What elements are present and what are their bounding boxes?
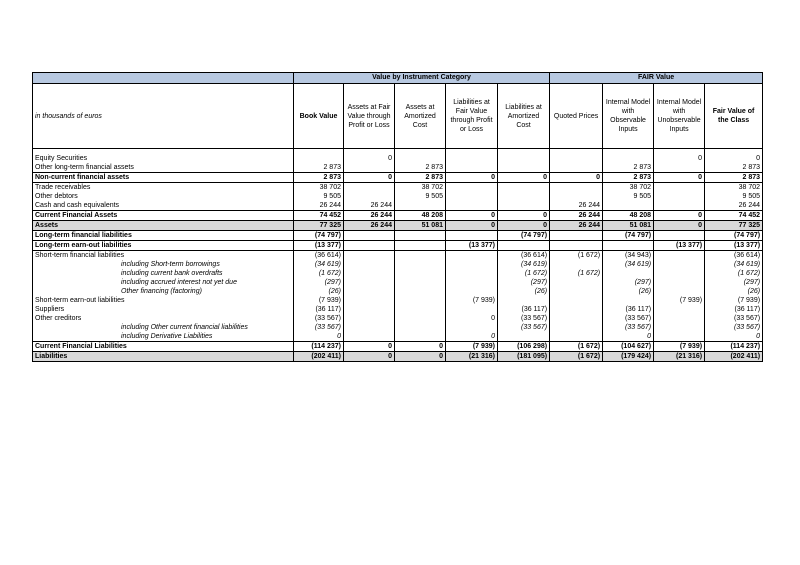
table-cell: (26) bbox=[705, 287, 763, 296]
table-cell: 9 505 bbox=[705, 192, 763, 201]
table-cell bbox=[446, 305, 498, 314]
table-cell bbox=[344, 332, 395, 342]
table-row bbox=[33, 221, 763, 231]
table-cell: 26 244 bbox=[550, 211, 603, 221]
table-cell bbox=[603, 296, 654, 305]
table-cell: 0 bbox=[654, 211, 705, 221]
table-cell bbox=[344, 183, 395, 193]
table-cell bbox=[654, 183, 705, 193]
table-cell: (1 672) bbox=[550, 352, 603, 362]
table-cell: (179 424) bbox=[603, 352, 654, 362]
table-cell: (13 377) bbox=[654, 241, 705, 251]
table-cell: (36 614) bbox=[498, 251, 550, 261]
table-cell bbox=[550, 332, 603, 342]
table-cell bbox=[603, 201, 654, 211]
table-row bbox=[33, 183, 763, 193]
row-label: Other creditors bbox=[33, 314, 294, 323]
table-cell bbox=[344, 260, 395, 269]
table-cell bbox=[654, 231, 705, 241]
table-row bbox=[33, 352, 763, 362]
table-cell: (7 939) bbox=[654, 342, 705, 352]
table-cell: (297) bbox=[294, 278, 344, 287]
table-row bbox=[33, 231, 763, 241]
table-cell: 2 873 bbox=[294, 163, 344, 173]
table-cell: 0 bbox=[395, 352, 446, 362]
table-cell bbox=[395, 305, 446, 314]
table-cell: 2 873 bbox=[294, 173, 344, 183]
table-cell bbox=[654, 305, 705, 314]
table-cell: 51 081 bbox=[603, 221, 654, 231]
table-cell: (114 237) bbox=[705, 342, 763, 352]
table-cell: (7 939) bbox=[446, 342, 498, 352]
table-cell bbox=[550, 278, 603, 287]
table-row bbox=[33, 241, 763, 251]
table-cell: 2 873 bbox=[705, 173, 763, 183]
table-cell: 74 452 bbox=[294, 211, 344, 221]
table-row bbox=[33, 260, 763, 269]
table-cell bbox=[654, 251, 705, 261]
group-header-fair-value: FAIR Value bbox=[550, 73, 763, 84]
table-cell: (1 672) bbox=[705, 269, 763, 278]
table-cell: 48 208 bbox=[395, 211, 446, 221]
table-cell: (34 619) bbox=[498, 260, 550, 269]
table-cell bbox=[344, 251, 395, 261]
row-label: Long-term earn-out liabilities bbox=[33, 241, 294, 251]
table-cell: 0 bbox=[705, 154, 763, 163]
table-cell bbox=[446, 260, 498, 269]
table-cell bbox=[654, 260, 705, 269]
row-label: including Derivative Liabilities bbox=[33, 332, 294, 342]
row-label: including Other current financial liabilities bbox=[33, 323, 294, 332]
table-cell bbox=[395, 332, 446, 342]
table-cell bbox=[395, 278, 446, 287]
column-header-liabilities-amortized: Liabilities at Amortized Cost bbox=[498, 84, 550, 149]
table-cell: 2 873 bbox=[395, 163, 446, 173]
table-cell bbox=[654, 314, 705, 323]
table-cell: (34 619) bbox=[603, 260, 654, 269]
table-cell: (26) bbox=[498, 287, 550, 296]
table-cell: (106 298) bbox=[498, 342, 550, 352]
table-cell bbox=[603, 269, 654, 278]
table-cell bbox=[344, 314, 395, 323]
table-cell: (36 117) bbox=[294, 305, 344, 314]
table-cell bbox=[395, 269, 446, 278]
table-cell bbox=[550, 192, 603, 201]
table-cell: (7 939) bbox=[654, 296, 705, 305]
table-cell bbox=[446, 231, 498, 241]
group-header-blank bbox=[33, 73, 294, 84]
row-label: Other financing (factoring) bbox=[33, 287, 294, 296]
table-cell bbox=[446, 251, 498, 261]
column-header-fair-value-class: Fair Value of the Class bbox=[705, 84, 763, 149]
table-cell: 0 bbox=[654, 221, 705, 231]
table-cell: (202 411) bbox=[705, 352, 763, 362]
column-header-assets-amortized: Assets at Amortized Cost bbox=[395, 84, 446, 149]
row-label: Other long-term financial assets bbox=[33, 163, 294, 173]
table-cell bbox=[395, 323, 446, 332]
row-label: Liabilities bbox=[33, 352, 294, 362]
table-cell: 0 bbox=[498, 211, 550, 221]
table-cell bbox=[498, 163, 550, 173]
table-cell: (33 567) bbox=[294, 323, 344, 332]
table-cell bbox=[603, 241, 654, 251]
table-cell: (13 377) bbox=[446, 241, 498, 251]
table-cell: (36 117) bbox=[705, 305, 763, 314]
table-cell bbox=[550, 154, 603, 163]
table-cell bbox=[498, 201, 550, 211]
table-cell bbox=[654, 332, 705, 342]
table-cell: 26 244 bbox=[294, 201, 344, 211]
table-cell: 0 bbox=[344, 173, 395, 183]
table-cell bbox=[603, 154, 654, 163]
table-cell: 0 bbox=[498, 221, 550, 231]
table-row bbox=[33, 154, 763, 163]
row-label: Long-term financial liabilities bbox=[33, 231, 294, 241]
table-cell: (74 797) bbox=[603, 231, 654, 241]
table-cell bbox=[498, 192, 550, 201]
table-cell: 9 505 bbox=[294, 192, 344, 201]
table-cell bbox=[446, 269, 498, 278]
table-cell: (202 411) bbox=[294, 352, 344, 362]
table-cell: (104 627) bbox=[603, 342, 654, 352]
table-cell bbox=[446, 323, 498, 332]
row-label: Other debtors bbox=[33, 192, 294, 201]
table-cell: 26 244 bbox=[344, 201, 395, 211]
table-cell: 0 bbox=[654, 173, 705, 183]
table-cell: 0 bbox=[446, 332, 498, 342]
row-label: Suppliers bbox=[33, 305, 294, 314]
table-cell bbox=[654, 201, 705, 211]
table-cell bbox=[446, 183, 498, 193]
table-cell: (33 567) bbox=[498, 314, 550, 323]
table-cell bbox=[344, 323, 395, 332]
table-cell bbox=[550, 314, 603, 323]
table-cell: 38 702 bbox=[395, 183, 446, 193]
table-cell: 0 bbox=[446, 173, 498, 183]
table-cell: (33 567) bbox=[603, 314, 654, 323]
table-cell: 26 244 bbox=[344, 221, 395, 231]
table-cell bbox=[344, 231, 395, 241]
table-cell: (1 672) bbox=[294, 269, 344, 278]
table-row bbox=[33, 278, 763, 287]
table-cell: 74 452 bbox=[705, 211, 763, 221]
table-cell: (33 567) bbox=[603, 323, 654, 332]
row-label: Short-term financial liabilities bbox=[33, 251, 294, 261]
table-row bbox=[33, 251, 763, 261]
table-cell bbox=[395, 287, 446, 296]
table-row bbox=[33, 269, 763, 278]
table-cell bbox=[550, 323, 603, 332]
table-cell: (1 672) bbox=[550, 251, 603, 261]
table-cell: (1 672) bbox=[550, 342, 603, 352]
table-cell: (114 237) bbox=[294, 342, 344, 352]
row-label: Current Financial Liabilities bbox=[33, 342, 294, 352]
table-cell: (7 939) bbox=[294, 296, 344, 305]
row-label: Trade receivables bbox=[33, 183, 294, 193]
row-label: Equity Securities bbox=[33, 154, 294, 163]
table-cell bbox=[446, 287, 498, 296]
row-label: Current Financial Assets bbox=[33, 211, 294, 221]
row-label: Short-term earn-out liabilities bbox=[33, 296, 294, 305]
table-cell bbox=[395, 260, 446, 269]
table-cell bbox=[550, 305, 603, 314]
table-cell: 9 505 bbox=[603, 192, 654, 201]
table-cell bbox=[550, 241, 603, 251]
table-cell: (36 614) bbox=[294, 251, 344, 261]
group-header-instrument-category: Value by Instrument Category bbox=[294, 73, 550, 84]
table-cell: (13 377) bbox=[705, 241, 763, 251]
table-cell bbox=[550, 287, 603, 296]
table-cell: 0 bbox=[705, 332, 763, 342]
table-row bbox=[33, 314, 763, 323]
table-cell: 26 244 bbox=[550, 201, 603, 211]
table-cell: (33 567) bbox=[294, 314, 344, 323]
row-label: Non-current financial assets bbox=[33, 173, 294, 183]
table-cell: 2 873 bbox=[603, 163, 654, 173]
table-cell: (33 567) bbox=[705, 314, 763, 323]
table-cell bbox=[395, 154, 446, 163]
table-cell bbox=[550, 296, 603, 305]
table-cell bbox=[498, 154, 550, 163]
table-cell bbox=[498, 183, 550, 193]
column-header-units: in thousands of euros bbox=[33, 84, 294, 149]
table-cell: (7 939) bbox=[705, 296, 763, 305]
table-cell: (36 117) bbox=[603, 305, 654, 314]
table-row bbox=[33, 332, 763, 342]
table-row bbox=[33, 173, 763, 183]
table-row bbox=[33, 211, 763, 221]
table-cell: 2 873 bbox=[705, 163, 763, 173]
table-cell bbox=[344, 163, 395, 173]
table-cell bbox=[550, 163, 603, 173]
table-cell: (297) bbox=[498, 278, 550, 287]
table-cell: 0 bbox=[446, 221, 498, 231]
table-cell: 0 bbox=[603, 332, 654, 342]
table-cell bbox=[395, 201, 446, 211]
table-cell: 0 bbox=[446, 314, 498, 323]
table-cell: (33 567) bbox=[498, 323, 550, 332]
table-row bbox=[33, 287, 763, 296]
column-header-assets-fvpl: Assets at Fair Value through Profit or Loss bbox=[344, 84, 395, 149]
table-cell: (181 095) bbox=[498, 352, 550, 362]
table-cell: 26 244 bbox=[705, 201, 763, 211]
row-label: including accrued interest not yet due bbox=[33, 278, 294, 287]
table-cell bbox=[446, 192, 498, 201]
table-cell bbox=[498, 332, 550, 342]
table-cell bbox=[446, 278, 498, 287]
table-cell: 0 bbox=[654, 154, 705, 163]
table-cell: (13 377) bbox=[294, 241, 344, 251]
table-cell: 48 208 bbox=[603, 211, 654, 221]
table-cell: (36 614) bbox=[705, 251, 763, 261]
table-cell: (33 567) bbox=[705, 323, 763, 332]
table-row bbox=[33, 296, 763, 305]
table-cell: (36 117) bbox=[498, 305, 550, 314]
table-cell: 77 325 bbox=[294, 221, 344, 231]
table-cell: (26) bbox=[603, 287, 654, 296]
table-row bbox=[33, 323, 763, 332]
table-cell: 2 873 bbox=[395, 173, 446, 183]
table-cell: (74 797) bbox=[294, 231, 344, 241]
table-cell: 0 bbox=[498, 173, 550, 183]
table-cell bbox=[344, 287, 395, 296]
table-cell bbox=[344, 305, 395, 314]
table-cell bbox=[395, 231, 446, 241]
row-label: Assets bbox=[33, 221, 294, 231]
table-cell bbox=[654, 192, 705, 201]
column-header-quoted-prices: Quoted Prices bbox=[550, 84, 603, 149]
table-cell bbox=[446, 201, 498, 211]
table-cell: (1 672) bbox=[550, 269, 603, 278]
table-cell: (1 672) bbox=[498, 269, 550, 278]
table-cell: (26) bbox=[294, 287, 344, 296]
table-cell: 77 325 bbox=[705, 221, 763, 231]
table-cell bbox=[550, 231, 603, 241]
table-cell bbox=[654, 287, 705, 296]
column-header-liabilities-fvpl: Liabilities at Fair Value through Profit or Loss bbox=[446, 84, 498, 149]
table-cell bbox=[446, 154, 498, 163]
table-cell bbox=[344, 296, 395, 305]
table-cell bbox=[654, 323, 705, 332]
table-cell: 26 244 bbox=[344, 211, 395, 221]
table-row bbox=[33, 342, 763, 352]
column-header-row bbox=[33, 84, 763, 149]
table-cell bbox=[446, 163, 498, 173]
table-cell: (21 316) bbox=[654, 352, 705, 362]
table-cell bbox=[395, 251, 446, 261]
column-header-unobservable-inputs: Internal Model with Unobservable Inputs bbox=[654, 84, 705, 149]
column-header-book-value: Book Value bbox=[294, 84, 344, 149]
table-cell bbox=[395, 314, 446, 323]
table-cell: (34 943) bbox=[603, 251, 654, 261]
table-row bbox=[33, 192, 763, 201]
table-cell bbox=[498, 296, 550, 305]
table-cell: 0 bbox=[550, 173, 603, 183]
table-cell bbox=[498, 241, 550, 251]
table-cell: 0 bbox=[344, 154, 395, 163]
table-cell: 38 702 bbox=[705, 183, 763, 193]
table-cell bbox=[344, 241, 395, 251]
table-cell bbox=[550, 183, 603, 193]
table-cell: (7 939) bbox=[446, 296, 498, 305]
table-cell bbox=[395, 241, 446, 251]
table-cell bbox=[344, 269, 395, 278]
table-cell: (297) bbox=[705, 278, 763, 287]
financial-instruments-table bbox=[32, 72, 763, 362]
table-cell: (21 316) bbox=[446, 352, 498, 362]
table-cell: 38 702 bbox=[294, 183, 344, 193]
table-cell: (74 797) bbox=[705, 231, 763, 241]
table-cell: 0 bbox=[344, 352, 395, 362]
table-cell bbox=[654, 269, 705, 278]
table-row bbox=[33, 201, 763, 211]
group-header-row bbox=[33, 73, 763, 84]
table-cell: 2 873 bbox=[603, 173, 654, 183]
row-label: including Short-term borrowings bbox=[33, 260, 294, 269]
table-cell bbox=[654, 163, 705, 173]
table-cell: (34 619) bbox=[705, 260, 763, 269]
table-cell: 26 244 bbox=[550, 221, 603, 231]
table-cell bbox=[550, 260, 603, 269]
table-cell: (74 797) bbox=[498, 231, 550, 241]
table-cell: (297) bbox=[603, 278, 654, 287]
table-cell: 0 bbox=[294, 332, 344, 342]
table-cell: 0 bbox=[344, 342, 395, 352]
table-row bbox=[33, 163, 763, 173]
table-cell bbox=[395, 296, 446, 305]
table-cell: 51 081 bbox=[395, 221, 446, 231]
table-cell: (34 619) bbox=[294, 260, 344, 269]
table-cell bbox=[654, 278, 705, 287]
table-cell bbox=[294, 154, 344, 163]
column-header-observable-inputs: Internal Model with Observable Inputs bbox=[603, 84, 654, 149]
row-label: including current bank overdrafts bbox=[33, 269, 294, 278]
row-label: Cash and cash equivalents bbox=[33, 201, 294, 211]
table-cell bbox=[344, 192, 395, 201]
table-cell: 0 bbox=[446, 211, 498, 221]
table-cell: 38 702 bbox=[603, 183, 654, 193]
table-cell: 9 505 bbox=[395, 192, 446, 201]
table-cell: 0 bbox=[395, 342, 446, 352]
table-row bbox=[33, 305, 763, 314]
table-cell bbox=[344, 278, 395, 287]
